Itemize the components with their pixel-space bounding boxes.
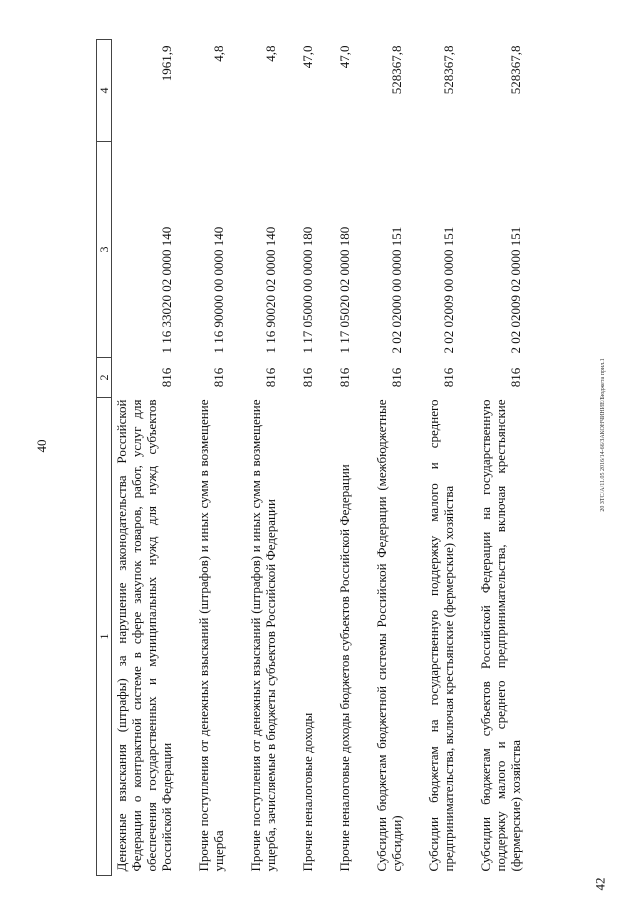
row-amount: 47,0 bbox=[337, 45, 352, 69]
table-row bbox=[476, 40, 525, 876]
table-row bbox=[246, 40, 280, 876]
column-header-1: 1 bbox=[97, 398, 112, 876]
footer-note-text: 20 ЗТС/А/11.05 2016/14-66/ЗАКОНЧИНИЕ/Бюджета прил.1 bbox=[600, 358, 606, 512]
rotated-table-content bbox=[96, 40, 566, 876]
row-description: Субсидии бюджетам на государственную поддержку малого и среднего предпринимательства, включая крестьянские (фермерские) хозяйства bbox=[426, 399, 456, 872]
row-admin-code: 816 bbox=[389, 367, 404, 388]
row-amount: 528367,8 bbox=[389, 45, 404, 95]
row-description: Субсидии бюджетам субъектов Российской Федерации на государственную поддержку малого и среднего предпринимательства, включая крестьянские (фермерские) хозяйства bbox=[478, 399, 523, 872]
row-spacer bbox=[228, 40, 246, 876]
page-number-corner: 42 bbox=[592, 877, 608, 891]
row-description: Денежные взыскания (штрафы) за нарушение законодательства Российской Федерации о контрактной системе в сфере закупок товаров, работ, услуг для обеспечения государственных и муниципальных нужд для нужд субъектов Российской Федерации bbox=[114, 399, 174, 872]
revenue-table bbox=[96, 39, 525, 876]
footer-file-note bbox=[595, 190, 605, 690]
row-admin-code: 816 bbox=[263, 367, 278, 388]
row-amount: 1961,9 bbox=[159, 45, 174, 82]
row-kbk-code: 1 16 33020 02 0000 140 bbox=[159, 226, 174, 354]
row-kbk-code: 2 02 02009 00 0000 151 bbox=[441, 226, 456, 354]
row-spacer bbox=[406, 40, 424, 876]
row-description: Субсидии бюджетам бюджетной системы Российской Федерации (межбюджетные субсидии) bbox=[374, 399, 404, 872]
column-header-2: 2 bbox=[97, 358, 112, 398]
row-kbk-code: 1 17 05000 00 0000 180 bbox=[300, 226, 315, 354]
row-kbk-code: 1 16 90000 00 0000 140 bbox=[211, 226, 226, 354]
rotated-table-area bbox=[96, 40, 566, 876]
page-number-top: 40 bbox=[34, 439, 49, 453]
table-row bbox=[112, 40, 177, 876]
table-row bbox=[194, 40, 228, 876]
row-admin-code: 816 bbox=[300, 367, 315, 388]
row-amount: 4,8 bbox=[211, 45, 226, 62]
table-row bbox=[335, 40, 354, 876]
row-description: Прочие неналоговые доходы bbox=[300, 712, 315, 872]
row-admin-code: 816 bbox=[337, 367, 352, 388]
row-description: Прочие поступления от денежных взысканий (штрафов) и иных сумм в возмещение ущерба, зачисляемые в бюджеты субъектов Российской Федерации bbox=[248, 399, 278, 872]
row-description: Прочие поступления от денежных взысканий (штрафов) и иных сумм в возмещение ущерба bbox=[196, 399, 226, 872]
row-spacer bbox=[354, 40, 372, 876]
row-admin-code: 816 bbox=[508, 367, 523, 388]
row-admin-code: 816 bbox=[159, 367, 174, 388]
column-header-3: 3 bbox=[97, 142, 112, 358]
row-kbk-code: 2 02 02000 00 0000 151 bbox=[389, 226, 404, 354]
row-amount: 528367,8 bbox=[441, 45, 456, 95]
row-amount: 528367,8 bbox=[508, 45, 523, 95]
row-kbk-code: 1 17 05020 02 0000 180 bbox=[337, 226, 352, 354]
row-amount: 47,0 bbox=[300, 45, 315, 69]
row-spacer bbox=[280, 40, 298, 876]
row-kbk-code: 1 16 90020 02 0000 140 bbox=[263, 226, 278, 354]
row-spacer bbox=[458, 40, 476, 876]
row-description: Прочие неналоговые доходы бюджетов субъектов Российской Федерации bbox=[337, 464, 352, 872]
column-header-4: 4 bbox=[97, 40, 112, 142]
table-row bbox=[372, 40, 406, 876]
row-spacer bbox=[317, 40, 335, 876]
table-row bbox=[424, 40, 458, 876]
row-amount: 4,8 bbox=[263, 45, 278, 62]
table-header-row bbox=[97, 40, 112, 876]
row-admin-code: 816 bbox=[441, 367, 456, 388]
row-admin-code: 816 bbox=[211, 367, 226, 388]
row-kbk-code: 2 02 02009 02 0000 151 bbox=[508, 226, 523, 354]
table-row bbox=[298, 40, 317, 876]
row-spacer bbox=[176, 40, 194, 876]
